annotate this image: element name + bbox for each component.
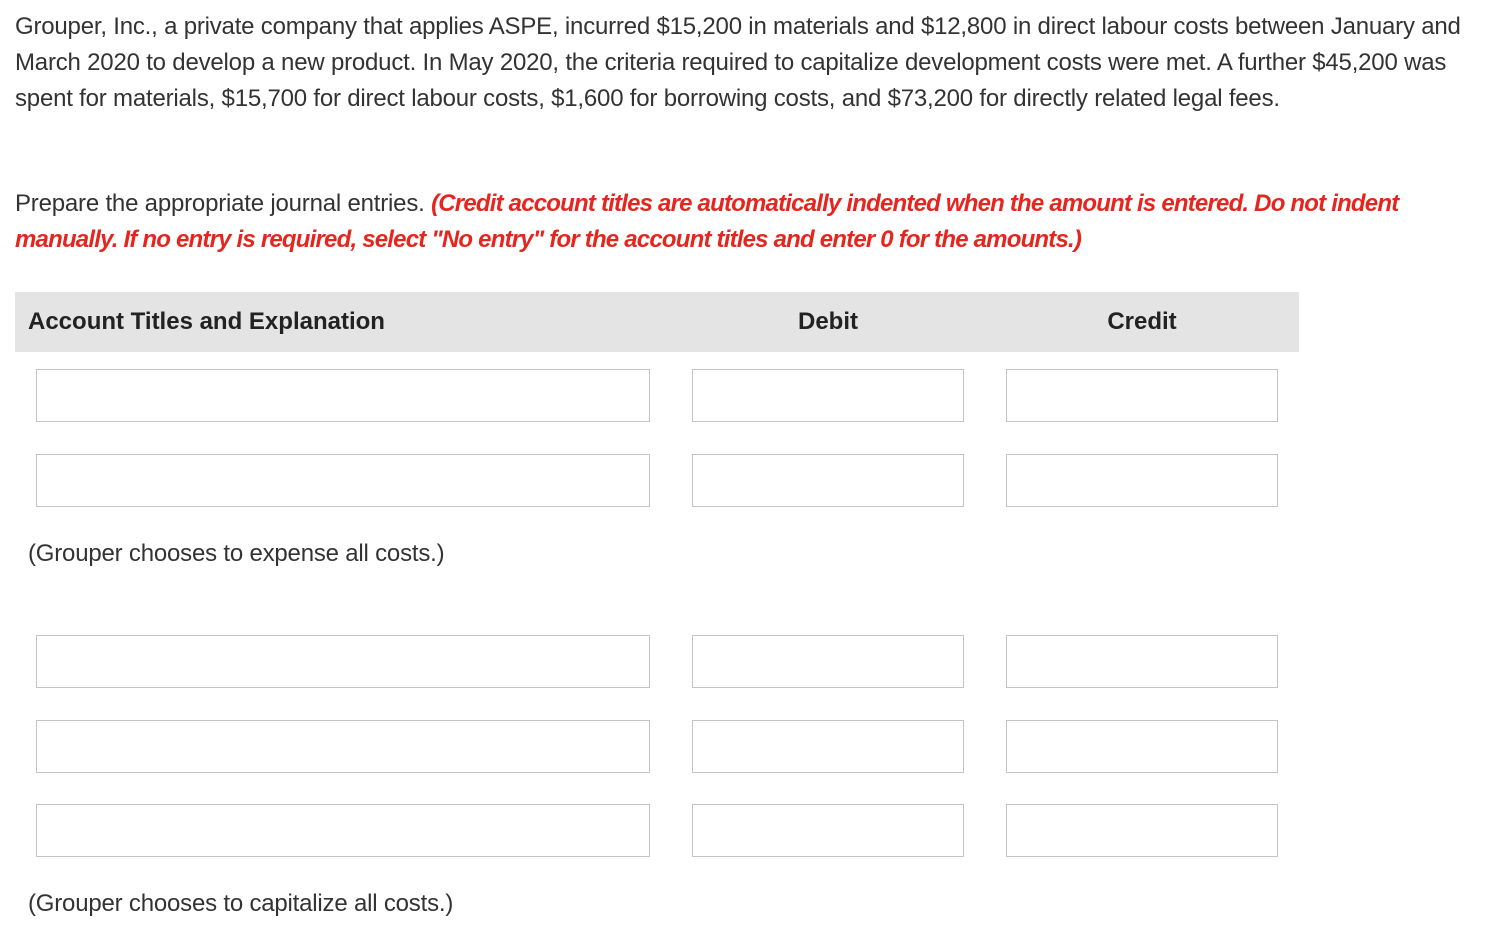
credit-input[interactable] — [1006, 720, 1278, 773]
credit-input[interactable] — [1006, 369, 1278, 422]
header-credit: Credit — [1107, 308, 1177, 335]
account-title-input[interactable] — [36, 369, 650, 422]
instructions — [15, 186, 1435, 258]
credit-input[interactable] — [1006, 804, 1278, 857]
account-title-input[interactable] — [36, 635, 650, 688]
account-title-input[interactable] — [36, 454, 650, 507]
journal-row — [0, 804, 1509, 857]
journal-row — [0, 720, 1509, 773]
header-debit: Debit — [798, 308, 858, 335]
table-header — [15, 292, 1299, 352]
header-account-titles: Account Titles and Explanation — [28, 308, 385, 335]
debit-input[interactable] — [692, 454, 964, 507]
instructions-lead: Prepare the appropriate journal entries. — [15, 190, 432, 217]
expense-caption: (Grouper chooses to expense all costs.) — [28, 540, 445, 567]
account-title-input[interactable] — [36, 804, 650, 857]
journal-row — [0, 454, 1509, 507]
instructions-note: (Credit account titles are automatically indented when the amount is entered. Do not indent manually. If no entry is required, select "No entry" for the account titles and enter 0 for the amounts.) — [15, 190, 1399, 253]
credit-input[interactable] — [1006, 454, 1278, 507]
debit-input[interactable] — [692, 720, 964, 773]
debit-input[interactable] — [692, 369, 964, 422]
capitalize-caption: (Grouper chooses to capitalize all costs.) — [28, 890, 454, 917]
journal-row — [0, 635, 1509, 688]
journal-row — [0, 369, 1509, 422]
credit-input[interactable] — [1006, 635, 1278, 688]
problem-statement: Grouper, Inc., a private company that applies ASPE, incurred $15,200 in materials and $12,800 in direct labour costs between January and March 2020 to develop a new product. In May 2020, the criteria required to capitalize development costs were met. A further $45,200 was spent for materials, $15,700 for direct labour costs, $1,600 for borrowing costs, and $73,200 for directly related legal fees. — [15, 13, 1461, 112]
debit-input[interactable] — [692, 635, 964, 688]
debit-input[interactable] — [692, 804, 964, 857]
account-title-input[interactable] — [36, 720, 650, 773]
